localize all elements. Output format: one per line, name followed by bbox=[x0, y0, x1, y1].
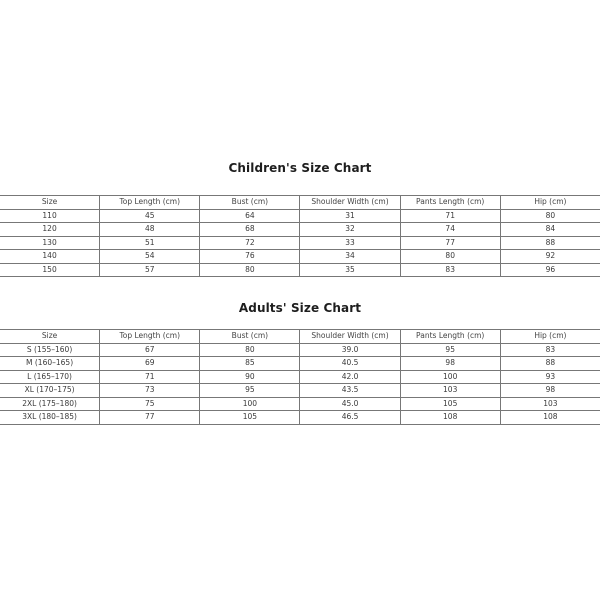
cell-bust: 85 bbox=[200, 357, 300, 371]
cell-size: S (155–160) bbox=[0, 343, 100, 357]
cell-hip: 80 bbox=[500, 209, 600, 223]
table-row bbox=[0, 357, 600, 371]
header-bust: Bust (cm) bbox=[200, 330, 300, 344]
table-row bbox=[0, 250, 600, 264]
table-row bbox=[0, 223, 600, 237]
cell-hip: 98 bbox=[500, 384, 600, 398]
table-row bbox=[0, 236, 600, 250]
cell-shoulder-width: 33 bbox=[300, 236, 400, 250]
cell-size: XL (170–175) bbox=[0, 384, 100, 398]
cell-pants-length: 103 bbox=[400, 384, 500, 398]
cell-pants-length: 74 bbox=[400, 223, 500, 237]
adults-size-table bbox=[0, 329, 600, 425]
cell-bust: 72 bbox=[200, 236, 300, 250]
cell-size: 2XL (175–180) bbox=[0, 397, 100, 411]
cell-pants-length: 71 bbox=[400, 209, 500, 223]
header-pants-length: Pants Length (cm) bbox=[400, 330, 500, 344]
cell-hip: 108 bbox=[500, 411, 600, 425]
cell-bust: 90 bbox=[200, 370, 300, 384]
cell-shoulder-width: 31 bbox=[300, 209, 400, 223]
header-pants-length: Pants Length (cm) bbox=[400, 196, 500, 210]
cell-shoulder-width: 40.5 bbox=[300, 357, 400, 371]
cell-top-length: 51 bbox=[100, 236, 200, 250]
table-header-row bbox=[0, 196, 600, 210]
cell-top-length: 67 bbox=[100, 343, 200, 357]
cell-bust: 100 bbox=[200, 397, 300, 411]
cell-bust: 80 bbox=[200, 263, 300, 277]
table-row bbox=[0, 384, 600, 398]
cell-hip: 93 bbox=[500, 370, 600, 384]
cell-pants-length: 83 bbox=[400, 263, 500, 277]
cell-shoulder-width: 39.0 bbox=[300, 343, 400, 357]
cell-hip: 88 bbox=[500, 357, 600, 371]
header-size: Size bbox=[0, 196, 100, 210]
cell-top-length: 48 bbox=[100, 223, 200, 237]
table-row bbox=[0, 209, 600, 223]
cell-bust: 105 bbox=[200, 411, 300, 425]
cell-shoulder-width: 32 bbox=[300, 223, 400, 237]
table-row bbox=[0, 370, 600, 384]
cell-shoulder-width: 46.5 bbox=[300, 411, 400, 425]
cell-size: 130 bbox=[0, 236, 100, 250]
cell-bust: 64 bbox=[200, 209, 300, 223]
cell-size: 140 bbox=[0, 250, 100, 264]
header-top-length: Top Length (cm) bbox=[100, 196, 200, 210]
cell-top-length: 71 bbox=[100, 370, 200, 384]
header-bust: Bust (cm) bbox=[200, 196, 300, 210]
cell-top-length: 57 bbox=[100, 263, 200, 277]
cell-size: 3XL (180–185) bbox=[0, 411, 100, 425]
cell-top-length: 54 bbox=[100, 250, 200, 264]
cell-shoulder-width: 35 bbox=[300, 263, 400, 277]
cell-hip: 92 bbox=[500, 250, 600, 264]
cell-bust: 68 bbox=[200, 223, 300, 237]
header-hip: Hip (cm) bbox=[500, 196, 600, 210]
cell-pants-length: 95 bbox=[400, 343, 500, 357]
header-top-length: Top Length (cm) bbox=[100, 330, 200, 344]
cell-shoulder-width: 43.5 bbox=[300, 384, 400, 398]
cell-bust: 80 bbox=[200, 343, 300, 357]
cell-hip: 84 bbox=[500, 223, 600, 237]
children-size-chart-title: Children's Size Chart bbox=[228, 161, 372, 175]
cell-bust: 76 bbox=[200, 250, 300, 264]
table-header-row bbox=[0, 330, 600, 344]
cell-pants-length: 98 bbox=[400, 357, 500, 371]
table-row bbox=[0, 343, 600, 357]
header-size: Size bbox=[0, 330, 100, 344]
cell-top-length: 69 bbox=[100, 357, 200, 371]
header-shoulder-width: Shoulder Width (cm) bbox=[300, 196, 400, 210]
cell-hip: 96 bbox=[500, 263, 600, 277]
cell-hip: 103 bbox=[500, 397, 600, 411]
table-row bbox=[0, 411, 600, 425]
cell-bust: 95 bbox=[200, 384, 300, 398]
cell-top-length: 45 bbox=[100, 209, 200, 223]
cell-pants-length: 108 bbox=[400, 411, 500, 425]
cell-pants-length: 100 bbox=[400, 370, 500, 384]
cell-pants-length: 80 bbox=[400, 250, 500, 264]
header-hip: Hip (cm) bbox=[500, 330, 600, 344]
header-shoulder-width: Shoulder Width (cm) bbox=[300, 330, 400, 344]
cell-shoulder-width: 42.0 bbox=[300, 370, 400, 384]
cell-pants-length: 77 bbox=[400, 236, 500, 250]
cell-size: 150 bbox=[0, 263, 100, 277]
cell-pants-length: 105 bbox=[400, 397, 500, 411]
cell-size: M (160–165) bbox=[0, 357, 100, 371]
cell-hip: 88 bbox=[500, 236, 600, 250]
cell-shoulder-width: 45.0 bbox=[300, 397, 400, 411]
cell-top-length: 73 bbox=[100, 384, 200, 398]
cell-size: 120 bbox=[0, 223, 100, 237]
table-row bbox=[0, 397, 600, 411]
cell-shoulder-width: 34 bbox=[300, 250, 400, 264]
cell-hip: 83 bbox=[500, 343, 600, 357]
table-row bbox=[0, 263, 600, 277]
children-size-table bbox=[0, 195, 600, 277]
cell-size: 110 bbox=[0, 209, 100, 223]
cell-top-length: 77 bbox=[100, 411, 200, 425]
adults-size-chart-title: Adults' Size Chart bbox=[238, 301, 362, 315]
cell-size: L (165–170) bbox=[0, 370, 100, 384]
cell-top-length: 75 bbox=[100, 397, 200, 411]
